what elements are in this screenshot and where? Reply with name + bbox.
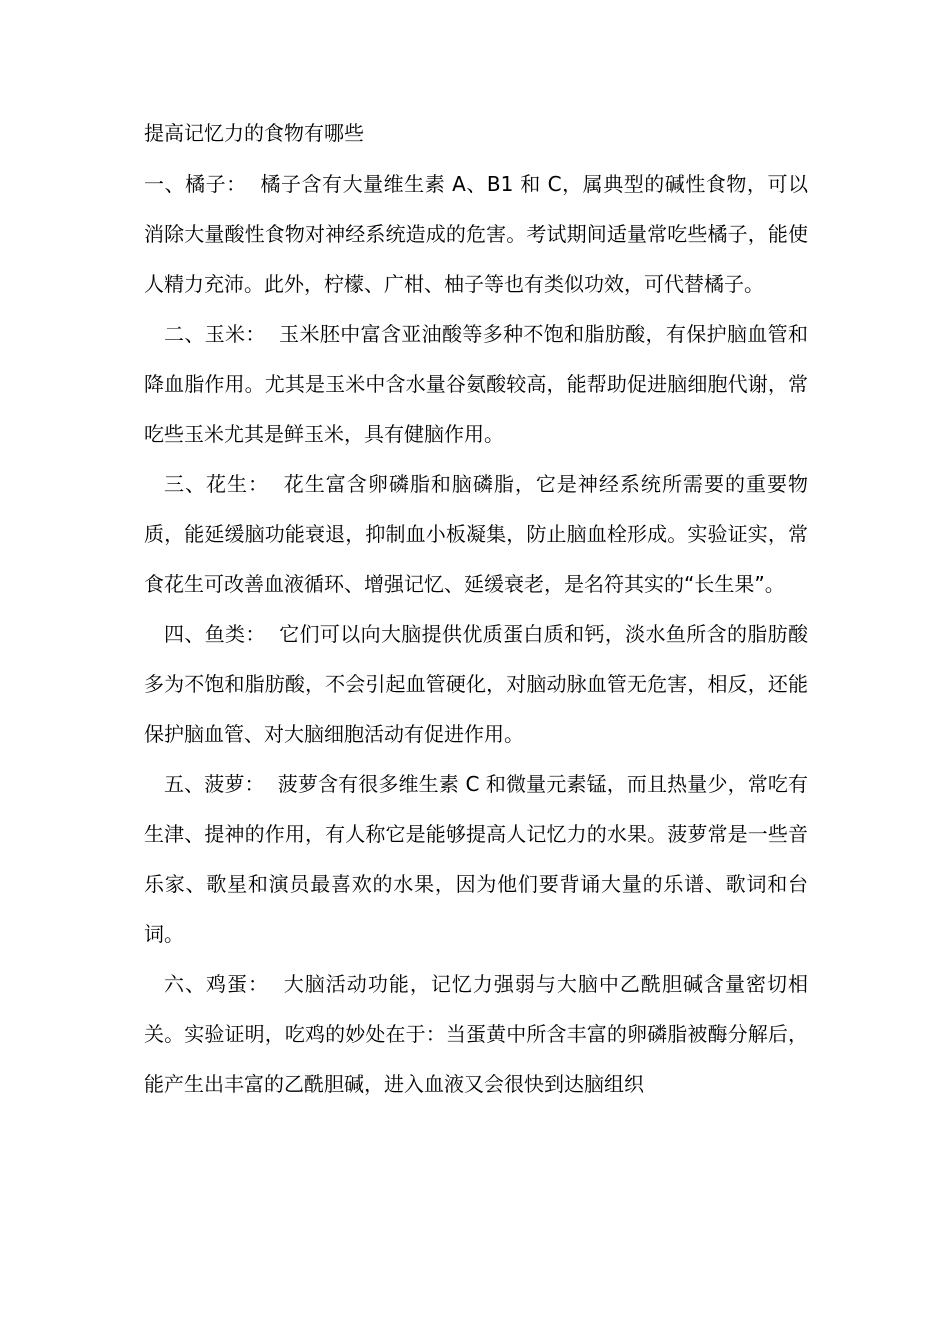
paragraph-fish bbox=[144, 609, 808, 759]
paragraph-pineapple bbox=[144, 759, 808, 959]
paragraph-text: 大脑活动功能，记忆力强弱与大脑中乙酰胆碱含量密切相关。实验证明，吃鸡的妙处在于：当蛋黄中所含丰富的卵磷脂被酶分解后，能产生出丰富的乙酰胆碱，进入血液又会很快到达脑组织 bbox=[144, 972, 808, 1096]
paragraph-egg bbox=[144, 959, 808, 1109]
paragraph-text: 玉米胚中富含亚油酸等多种不饱和脂肪酸，有保护脑血管和降血脂作用。尤其是玉米中含水量谷氨酸较高，能帮助促进脑细胞代谢，常吃些玉米尤其是鲜玉米，具有健脑作用。 bbox=[144, 322, 808, 446]
paragraph-text: 橘子含有大量维生素 A、B1 和 C，属典型的碱性食物，可以消除大量酸性食物对神经系统造成的危害。考试期间适量常吃些橘子，能使人精力充沛。此外，柠檬、广柑、柚子等也有类似功效，可代替橘子。 bbox=[144, 172, 808, 296]
paragraph-heading: 四、鱼类： bbox=[164, 622, 266, 646]
paragraph-text: 菠萝含有很多维生素 C 和微量元素锰，而且热量少，常吃有生津、提神的作用，有人称它是能够提高人记忆力的水果。菠萝常是一些音乐家、歌星和演员最喜欢的水果，因为他们要背诵大量的乐谱、歌词和台词。 bbox=[144, 772, 808, 946]
paragraph-heading: 一、橘子： bbox=[144, 172, 247, 196]
document-title: 提高记忆力的食物有哪些 bbox=[144, 121, 364, 145]
paragraph-orange bbox=[144, 159, 808, 309]
paragraph-corn bbox=[144, 309, 808, 459]
paragraph-heading: 二、玉米： bbox=[164, 322, 266, 346]
paragraph-peanut bbox=[144, 459, 808, 609]
paragraph-heading: 五、菠萝： bbox=[164, 772, 265, 796]
paragraph-text: 花生富含卵磷脂和脑磷脂，它是神经系统所需要的重要物质，能延缓脑功能衰退，抑制血小板凝集，防止脑血栓形成。实验证实，常食花生可改善血液循环、增强记忆、延缓衰老，是名符其实的“长生果”。 bbox=[144, 472, 808, 596]
paragraph-heading: 六、鸡蛋： bbox=[164, 972, 270, 996]
paragraph-text: 它们可以向大脑提供优质蛋白质和钙，淡水鱼所含的脂肪酸多为不饱和脂肪酸，不会引起血管硬化，对脑动脉血管无危害，相反，还能保护脑血管、对大脑细胞活动有促进作用。 bbox=[144, 622, 808, 746]
document-body bbox=[144, 159, 808, 1109]
paragraph-heading: 三、花生： bbox=[164, 472, 270, 496]
